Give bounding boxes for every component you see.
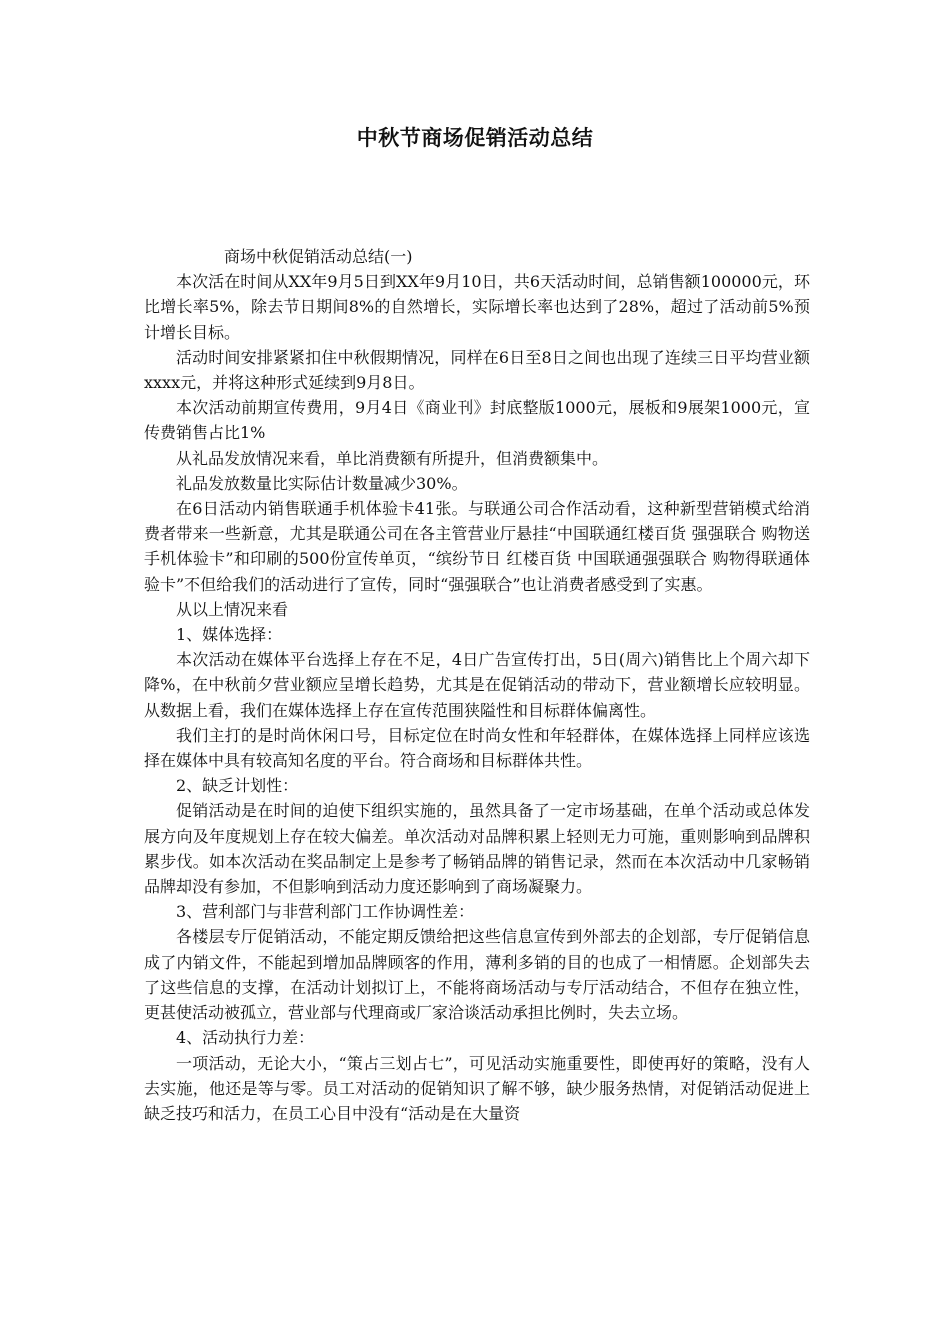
paragraph-gift-distribution: 从礼品发放情况来看，单比消费额有所提升，但消费额集中。: [176, 448, 609, 468]
paragraph-target-audience: 我们主打的是时尚休闲口号，目标定位在时尚女性和年轻群体，在媒体选择上同样应该选择在媒体中具有较高知名度的平台。符合商场和目标群体共性。: [144, 725, 810, 771]
paragraph-execution-analysis: 一项活动，无论大小，“策占三划占七”，可见活动实施重要性，即使再好的策略，没有人去实施，他还是等与零。员工对活动的促销知识了解不够，缺少服务热情，对促销活动促进上缺乏技巧和活力，在员工心目中没有“活动是在大量资: [144, 1053, 810, 1123]
heading-execution: 4、活动执行力差：: [176, 1028, 315, 1048]
paragraph-unicom-cooperation: 在6日活动内销售联通手机体验卡41张。与联通公司合作活动看，这种新型营销模式给消费者带来一些新意，尤其是联通公司在各主管营业厅悬挂“中国联通红楼百货 强强联合 购物送手机体验卡”和印刷的500份宣传单页，“缤纷节日 红楼百货 中国联通强强联合 购物得联通体验卡”不但给我们的活动进行了宣传，同时“强强联合”也让消费者感受到了实惠。: [144, 499, 810, 594]
paragraph-coordination-analysis: 各楼层专厅促销活动，不能定期反馈给把这些信息宣传到外部去的企划部，专厅促销信息成了内销文件，不能起到增加品牌顾客的作用，薄利多销的目的也成了一相情愿。企划部失去了这些信息的支撑，在活动计划拟订上，不能将商场活动与专厅活动结合，不但存在独立性，更甚使活动被孤立，营业部与代理商或厂家洽谈活动承担比例时，失去立场。: [144, 927, 810, 1023]
document-title: 中秋节商场促销活动总结: [356, 126, 594, 150]
paragraph-media-analysis: 本次活动在媒体平台选择上存在不足，4日广告宣传打出，5日(周六)销售比上个周六却下降%，在中秋前夕营业额应呈增长趋势，尤其是在促销活动的带动下，营业额增长应较明显。从数据上看，我们在媒体选择上存在宣传范围狭隘性和目标群体偏离性。: [144, 650, 810, 720]
paragraph-promotion-cost: 本次活动前期宣传费用，9月4日《商业刊》封底整版1000元，展板和9展架1000元，宣传费销售占比1%: [144, 398, 810, 443]
section-subtitle: 商场中秋促销活动总结(一): [224, 247, 413, 266]
paragraph-conclusion-intro: 从以上情况来看: [176, 599, 289, 619]
heading-department-coordination: 3、营利部门与非营利部门工作协调性差：: [176, 902, 475, 922]
heading-media-selection: 1、媒体选择：: [176, 625, 283, 645]
document-body: [144, 244, 810, 1126]
heading-lack-of-planning: 2、缺乏计划性：: [176, 776, 299, 796]
paragraph-planning-analysis: 促销活动是在时间的迫使下组织实施的，虽然具备了一定市场基础，在单个活动或总体发展方向及年度规划上存在较大偏差。单次活动对品牌积累上轻则无力可施，重则影响到品牌积累步伐。如本次活动在奖品制定上是参考了畅销品牌的销售记录，然而在本次活动中几家畅销品牌却没有参加，不但影响到活动力度还影响到了商场凝聚力。: [144, 801, 810, 897]
paragraph-sales-summary: 本次活在时间从XX年9月5日到XX年9月10日，共6天活动时间，总销售额100000元，环比增长率5%，除去节日期间8%的自然增长，实际增长率也达到了28%，超过了活动前5%预计增长目标。: [144, 272, 810, 342]
paragraph-gift-quantity: 礼品发放数量比实际估计数量减少30%。: [176, 473, 468, 493]
paragraph-schedule: 活动时间安排紧紧扣住中秋假期情况，同样在6日至8日之间也出现了连续三日平均营业额xxxx元，并将这种形式延续到9月8日。: [144, 347, 810, 393]
